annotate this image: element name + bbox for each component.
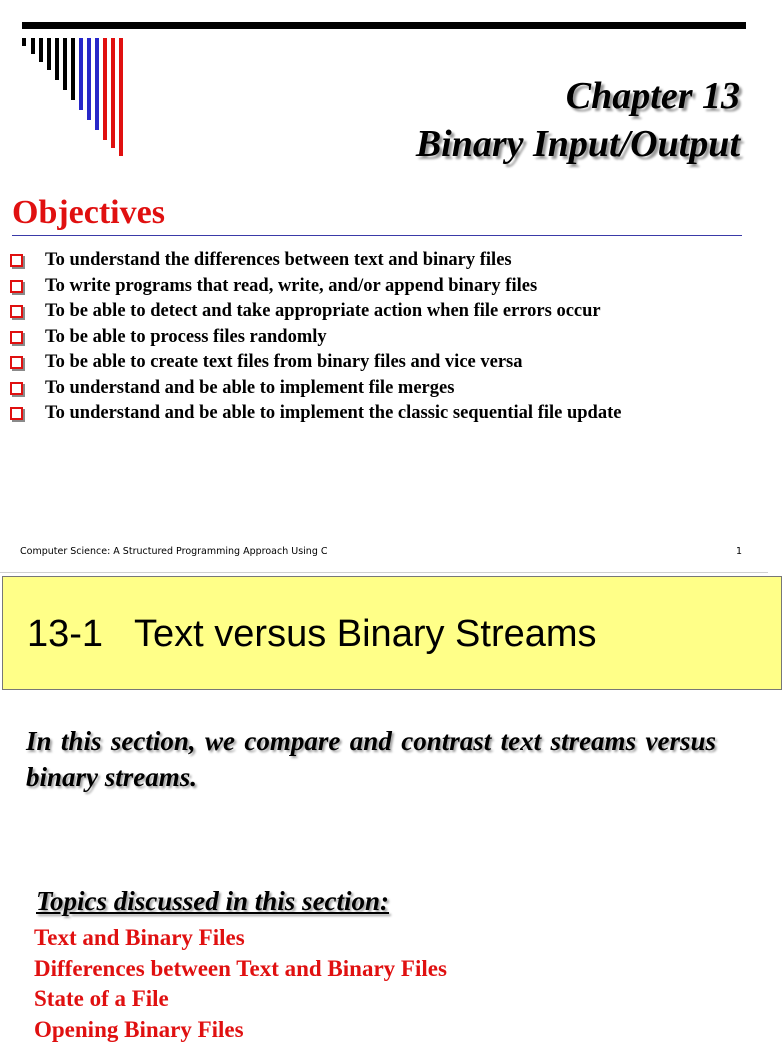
objective-text: To understand and be able to implement the classic sequential file update	[45, 403, 621, 424]
objective-text: To be able to create text files from binary files and vice versa	[45, 352, 523, 373]
checkbox-bullet-icon	[10, 407, 23, 420]
objectives-list	[10, 248, 621, 427]
topic-item: Text and Binary Files	[34, 923, 447, 954]
checkbox-bullet-icon	[10, 331, 23, 344]
topic-item: Opening Binary Files	[34, 1015, 447, 1045]
checkbox-bullet-icon	[10, 305, 23, 318]
chapter-title	[416, 72, 740, 168]
objective-text: To be able to process files randomly	[45, 327, 327, 348]
topics-heading: Topics discussed in this section:	[36, 883, 389, 919]
objective-text: To write programs that read, write, and/or append binary files	[45, 276, 537, 297]
objective-text: To be able to detect and take appropriate action when file errors occur	[45, 301, 601, 322]
objectives-heading: Objectives	[12, 192, 165, 234]
footer-book-title: Computer Science: A Structured Programming Approach Using C	[20, 546, 328, 557]
page-number: 1	[736, 546, 742, 557]
objective-item	[10, 248, 621, 274]
objective-item	[10, 350, 621, 376]
chapter-name: Binary Input/Output	[416, 120, 740, 168]
checkbox-bullet-icon	[10, 254, 23, 267]
topic-item: Differences between Text and Binary Files	[34, 954, 447, 985]
objective-item	[10, 401, 621, 427]
objective-text: To understand and be able to implement file merges	[45, 378, 454, 399]
section-banner	[2, 576, 782, 690]
top-rule	[22, 22, 746, 29]
topic-item: State of a File	[34, 984, 447, 1015]
checkbox-bullet-icon	[10, 382, 23, 395]
objective-item	[10, 299, 621, 325]
chapter-number: Chapter 13	[416, 72, 740, 120]
section-title: 13-1 Text versus Binary Streams	[27, 611, 597, 657]
topics-list	[34, 923, 447, 1045]
objective-text: To understand the differences between text and binary files	[45, 250, 512, 271]
section-intro: In this section, we compare and contrast text streams versus binary streams.	[26, 723, 716, 795]
checkbox-bullet-icon	[10, 356, 23, 369]
objective-item	[10, 376, 621, 402]
checkbox-bullet-icon	[10, 280, 23, 293]
objective-item	[10, 274, 621, 300]
objectives-divider	[12, 235, 742, 236]
decorative-barcode-icon	[22, 38, 134, 158]
objective-item	[10, 325, 621, 351]
slide-2	[0, 572, 768, 1025]
